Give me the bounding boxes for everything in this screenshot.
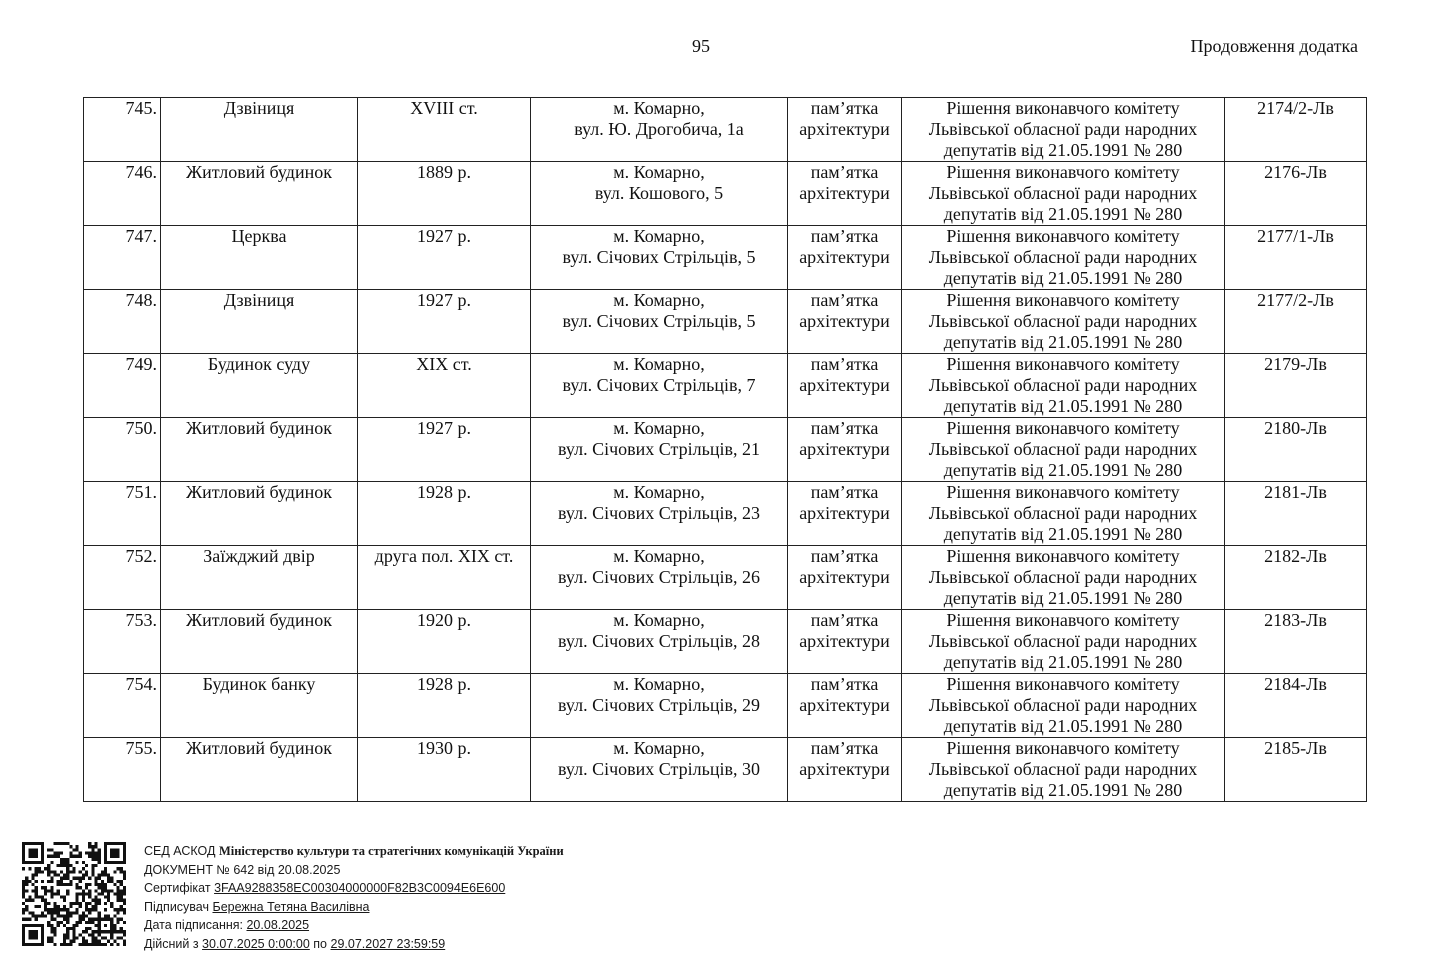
decision-reference-text: Львівської обласної ради народних (928, 759, 1198, 779)
object-date-text: 1927 р. (417, 290, 471, 310)
protection-number-text: 2177/2-Лв (1257, 290, 1334, 310)
object-date (358, 226, 531, 290)
object-date-text: 1920 р. (417, 610, 471, 630)
object-address (531, 738, 788, 802)
table-row (84, 610, 1367, 674)
protection-number (1225, 738, 1367, 802)
decision-reference-text: Львівської обласної ради народних (928, 375, 1198, 395)
sign-date-line (144, 916, 564, 935)
object-date (358, 738, 531, 802)
decision-reference-text: депутатів від 21.05.1991 № 280 (943, 140, 1183, 160)
monument-type-text: пам’ятка (810, 418, 879, 438)
electronic-signature-block (22, 842, 722, 952)
object-date (358, 98, 531, 162)
row-number-text: 745. (125, 98, 157, 118)
monument-type-text: пам’ятка (810, 674, 879, 694)
row-number-text: 749. (125, 354, 157, 374)
decision-reference-text: депутатів від 21.05.1991 № 280 (943, 204, 1183, 224)
monument-type-text: архітектури (799, 311, 890, 331)
table-row (84, 354, 1367, 418)
protection-number (1225, 98, 1367, 162)
row-number-text: 755. (125, 738, 157, 758)
object-address-text: вул. Січових Стрільців, 23 (558, 503, 760, 523)
decision-reference (902, 546, 1225, 610)
object-address-text: вул. Січових Стрільців, 26 (558, 567, 760, 587)
object-name (161, 290, 358, 354)
page-number: 95 (692, 36, 710, 56)
protection-number-text: 2180-Лв (1264, 418, 1327, 438)
object-date (358, 418, 531, 482)
object-address (531, 482, 788, 546)
object-date-text: XIX ст. (416, 354, 472, 374)
decision-reference-text: Львівської обласної ради народних (928, 567, 1198, 587)
monument-type (788, 98, 902, 162)
object-address-text: вул. Січових Стрільців, 29 (558, 695, 760, 715)
table-row (84, 162, 1367, 226)
decision-reference-text: Львівської обласної ради народних (928, 247, 1198, 267)
object-date (358, 482, 531, 546)
object-name-text: Житловий будинок (186, 738, 332, 758)
protection-number-text: 2179-Лв (1264, 354, 1327, 374)
protection-number-text: 2185-Лв (1264, 738, 1327, 758)
object-date (358, 546, 531, 610)
object-address-text: вул. Січових Стрільців, 28 (558, 631, 760, 651)
decision-reference-text: Рішення виконавчого комітету (946, 610, 1180, 630)
valid-to-label: по (313, 936, 328, 951)
object-name-text: Дзвіниця (223, 98, 295, 118)
protection-number-text: 2181-Лв (1264, 482, 1327, 502)
monument-type (788, 738, 902, 802)
monument-type-text: архітектури (799, 695, 890, 715)
object-address-text: вул. Січових Стрільців, 5 (562, 247, 756, 267)
object-name-text: Житловий будинок (186, 162, 332, 182)
decision-reference-text: Львівської обласної ради народних (928, 119, 1198, 139)
object-address (531, 674, 788, 738)
row-number (84, 610, 161, 674)
signer-value: Бережна Тетяна Василівна (212, 899, 370, 914)
row-number-text: 746. (125, 162, 157, 182)
decision-reference (902, 226, 1225, 290)
protection-number-text: 2182-Лв (1264, 546, 1327, 566)
decision-reference (902, 674, 1225, 738)
object-date (358, 290, 531, 354)
row-number (84, 418, 161, 482)
decision-reference-text: депутатів від 21.05.1991 № 280 (943, 396, 1183, 416)
row-number (84, 226, 161, 290)
continuation-label: Продовження додатка (1190, 36, 1358, 56)
monument-type (788, 674, 902, 738)
monument-type (788, 290, 902, 354)
sign-date-value: 20.08.2025 (246, 918, 310, 933)
table-body (84, 98, 1367, 802)
protection-number (1225, 354, 1367, 418)
document-number: ДОКУМЕНТ № 642 від 20.08.2025 (144, 862, 341, 877)
object-address-text: м. Комарно, (613, 162, 705, 182)
monument-type (788, 482, 902, 546)
decision-reference-text: Львівської обласної ради народних (928, 503, 1198, 523)
object-address-text: м. Комарно, (613, 226, 705, 246)
qr-code-icon (22, 842, 126, 946)
table-row (84, 98, 1367, 162)
decision-reference-text: Рішення виконавчого комітету (946, 354, 1180, 374)
valid-label: Дійсний з (144, 936, 199, 951)
object-date-text: 1928 р. (417, 674, 471, 694)
monument-type-text: архітектури (799, 375, 890, 395)
row-number (84, 546, 161, 610)
object-date (358, 610, 531, 674)
object-address-text: вул. Кошового, 5 (594, 183, 724, 203)
object-address (531, 610, 788, 674)
protection-number (1225, 290, 1367, 354)
object-date-text: 1889 р. (417, 162, 471, 182)
protection-number (1225, 226, 1367, 290)
protection-number (1225, 674, 1367, 738)
row-number-text: 753. (125, 610, 157, 630)
object-address (531, 162, 788, 226)
ministry-name: Міністерство культури та стратегічних комунікацій України (218, 844, 564, 858)
object-name (161, 546, 358, 610)
object-address (531, 226, 788, 290)
decision-reference-text: Рішення виконавчого комітету (946, 482, 1180, 502)
row-number-text: 750. (125, 418, 157, 438)
decision-reference (902, 354, 1225, 418)
object-address-text: м. Комарно, (613, 98, 705, 118)
table-row (84, 482, 1367, 546)
signer-label: Підписувач (144, 899, 209, 914)
monument-type-text: пам’ятка (810, 226, 879, 246)
decision-reference-text: Рішення виконавчого комітету (946, 418, 1180, 438)
object-name-text: Церква (231, 226, 287, 246)
monument-type-text: пам’ятка (810, 290, 879, 310)
decision-reference-text: депутатів від 21.05.1991 № 280 (943, 588, 1183, 608)
protection-number (1225, 162, 1367, 226)
row-number-text: 752. (125, 546, 157, 566)
decision-reference-text: депутатів від 21.05.1991 № 280 (943, 332, 1183, 352)
object-date-text: 1927 р. (417, 418, 471, 438)
protection-number (1225, 418, 1367, 482)
object-address (531, 546, 788, 610)
monument-type-text: архітектури (799, 567, 890, 587)
object-address-text: м. Комарно, (613, 482, 705, 502)
certificate-line (144, 879, 564, 898)
decision-reference (902, 290, 1225, 354)
object-address (531, 290, 788, 354)
object-name-text: Будинок банку (202, 674, 316, 694)
object-date-text: XVIII ст. (410, 98, 478, 118)
validity-line (144, 935, 564, 954)
monument-type (788, 354, 902, 418)
object-name (161, 226, 358, 290)
monument-type-text: пам’ятка (810, 482, 879, 502)
object-name (161, 674, 358, 738)
decision-reference (902, 418, 1225, 482)
monument-type-text: пам’ятка (810, 354, 879, 374)
monument-type-text: архітектури (799, 247, 890, 267)
decision-reference (902, 738, 1225, 802)
object-name (161, 98, 358, 162)
object-address-text: м. Комарно, (613, 674, 705, 694)
object-date (358, 354, 531, 418)
decision-reference-text: Львівської обласної ради народних (928, 695, 1198, 715)
object-name-text: Житловий будинок (186, 482, 332, 502)
object-name-text: Житловий будинок (186, 418, 332, 438)
row-number (84, 290, 161, 354)
protection-number-text: 2176-Лв (1264, 162, 1327, 182)
monument-type-text: пам’ятка (810, 610, 879, 630)
object-address-text: вул. Січових Стрільців, 30 (558, 759, 760, 779)
object-address-text: м. Комарно, (613, 354, 705, 374)
object-name (161, 418, 358, 482)
decision-reference-text: депутатів від 21.05.1991 № 280 (943, 460, 1183, 480)
decision-reference-text: депутатів від 21.05.1991 № 280 (943, 524, 1183, 544)
signer-line (144, 898, 564, 917)
decision-reference-text: депутатів від 21.05.1991 № 280 (943, 652, 1183, 672)
protection-number-text: 2184-Лв (1264, 674, 1327, 694)
decision-reference-text: Львівської обласної ради народних (928, 439, 1198, 459)
row-number-text: 748. (125, 290, 157, 310)
object-name-text: Дзвіниця (223, 290, 295, 310)
decision-reference (902, 98, 1225, 162)
decision-reference-text: Рішення виконавчого комітету (946, 290, 1180, 310)
decision-reference-text: депутатів від 21.05.1991 № 280 (943, 780, 1183, 800)
table-row (84, 674, 1367, 738)
monument-type-text: пам’ятка (810, 738, 879, 758)
object-date-text: 1930 р. (417, 738, 471, 758)
table-row (84, 226, 1367, 290)
monument-type-text: пам’ятка (810, 98, 879, 118)
row-number-text: 754. (125, 674, 157, 694)
object-address-text: вул. Січових Стрільців, 21 (558, 439, 760, 459)
object-address-text: м. Комарно, (613, 738, 705, 758)
protection-number-text: 2183-Лв (1264, 610, 1327, 630)
decision-reference-text: Львівської обласної ради народних (928, 631, 1198, 651)
protection-number (1225, 546, 1367, 610)
valid-from: 30.07.2025 0:00:00 (202, 936, 310, 951)
certificate-label: Сертифікат (144, 881, 211, 896)
object-date-text: друга пол. XIX ст. (374, 546, 514, 566)
protection-number (1225, 482, 1367, 546)
monument-type-text: архітектури (799, 759, 890, 779)
object-address-text: вул. Січових Стрільців, 5 (562, 311, 756, 331)
object-address (531, 418, 788, 482)
certificate-value: 3FAA9288358EC00304000000F82B3C0094E6E600 (214, 881, 506, 896)
object-name (161, 354, 358, 418)
monument-type (788, 418, 902, 482)
object-address-text: м. Комарно, (613, 290, 705, 310)
decision-reference-text: Рішення виконавчого комітету (946, 98, 1180, 118)
monument-type (788, 610, 902, 674)
table-row (84, 738, 1367, 802)
row-number (84, 98, 161, 162)
object-date (358, 674, 531, 738)
object-address-text: вул. Ю. Дрогобича, 1а (574, 119, 744, 139)
decision-reference-text: депутатів від 21.05.1991 № 280 (943, 716, 1183, 736)
monument-type-text: пам’ятка (810, 546, 879, 566)
monument-type (788, 226, 902, 290)
decision-reference-text: депутатів від 21.05.1991 № 280 (943, 268, 1183, 288)
object-date (358, 162, 531, 226)
object-name (161, 482, 358, 546)
row-number (84, 674, 161, 738)
object-date-text: 1927 р. (417, 226, 471, 246)
monument-type-text: пам’ятка (810, 162, 879, 182)
decision-reference-text: Рішення виконавчого комітету (946, 162, 1180, 182)
object-address-text: вул. Січових Стрільців, 7 (562, 375, 756, 395)
monument-type-text: архітектури (799, 439, 890, 459)
monument-type-text: архітектури (799, 183, 890, 203)
monument-type (788, 162, 902, 226)
object-name (161, 610, 358, 674)
object-name (161, 738, 358, 802)
object-address-text: м. Комарно, (613, 546, 705, 566)
protection-number (1225, 610, 1367, 674)
object-date-text: 1928 р. (417, 482, 471, 502)
protection-number-text: 2174/2-Лв (1257, 98, 1334, 118)
object-address-text: м. Комарно, (613, 610, 705, 630)
sign-date-label: Дата підписання: (144, 918, 243, 933)
sed-header-line (144, 842, 564, 861)
object-address (531, 354, 788, 418)
object-address-text: м. Комарно, (613, 418, 705, 438)
table-row (84, 290, 1367, 354)
row-number (84, 162, 161, 226)
object-name (161, 162, 358, 226)
decision-reference-text: Рішення виконавчого комітету (946, 738, 1180, 758)
valid-to: 29.07.2027 23:59:59 (330, 936, 446, 951)
row-number-text: 747. (125, 226, 157, 246)
object-name-text: Заїжджий двір (203, 546, 315, 566)
row-number (84, 738, 161, 802)
decision-reference-text: Рішення виконавчого комітету (946, 546, 1180, 566)
monument-type (788, 546, 902, 610)
object-address (531, 98, 788, 162)
decision-reference-text: Львівської обласної ради народних (928, 183, 1198, 203)
monument-type-text: архітектури (799, 631, 890, 651)
row-number (84, 482, 161, 546)
protection-number-text: 2177/1-Лв (1257, 226, 1334, 246)
table-row (84, 546, 1367, 610)
decision-reference-text: Рішення виконавчого комітету (946, 674, 1180, 694)
decision-reference (902, 610, 1225, 674)
row-number-text: 751. (125, 482, 157, 502)
sed-system-name: СЕД АСКОД (144, 844, 216, 858)
object-name-text: Будинок суду (207, 354, 311, 374)
row-number (84, 354, 161, 418)
decision-reference-text: Львівської обласної ради народних (928, 311, 1198, 331)
decision-reference (902, 482, 1225, 546)
monuments-table (83, 97, 1367, 802)
monument-type-text: архітектури (799, 503, 890, 523)
decision-reference (902, 162, 1225, 226)
table-row (84, 418, 1367, 482)
decision-reference-text: Рішення виконавчого комітету (946, 226, 1180, 246)
monument-type-text: архітектури (799, 119, 890, 139)
object-name-text: Житловий будинок (186, 610, 332, 630)
